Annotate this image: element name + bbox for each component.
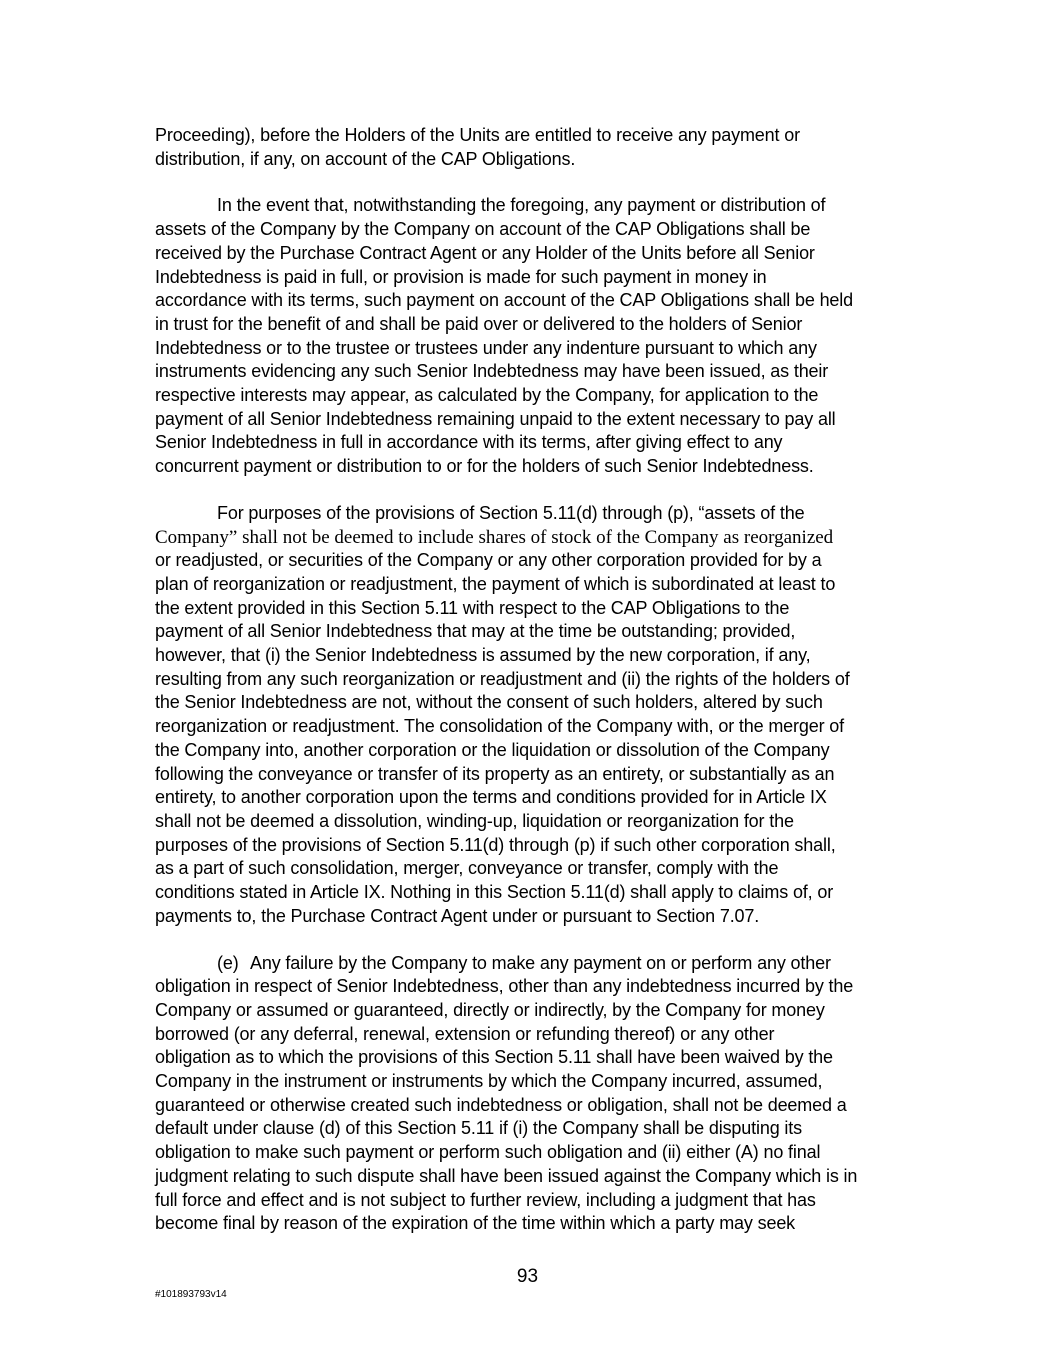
text-line: shall not be deemed a dissolution, winding-up, liquidation or reorganization for the (155, 810, 794, 831)
text-line: Indebtedness or to the trustee or trustees under any indenture pursuant to which any (155, 337, 817, 358)
text-line: Proceeding), before the Holders of the Units are entitled to receive any payment or (155, 125, 800, 145)
text-line: instruments evidencing any such Senior Indebtedness may have been issued, as their (155, 361, 829, 382)
text-line: In the event that, notwithstanding the foregoing, any payment or distribution of (217, 195, 826, 216)
text-line: distribution, if any, on account of the CAP Obligations. (155, 148, 576, 169)
text-line: payment of all Senior Indebtedness that may at the time be outstanding; provided, (155, 621, 796, 642)
paragraph-continuation (155, 124, 905, 171)
text-line: accordance with its terms, such payment on account of the CAP Obligations shall be held (155, 290, 854, 311)
text-line: or readjusted, or securities of the Company or any other corporation provided for by a (155, 550, 822, 571)
page-number: 93 (516, 1266, 539, 1287)
text-line: For purposes of the provisions of Section 5.11(d) through (p), “assets of the (217, 502, 805, 523)
text-line: full force and effect and is not subject to further review, including a judgment that has (155, 1189, 816, 1210)
text-line: payment of all Senior Indebtedness remaining unpaid to the extent necessary to pay all (155, 408, 836, 429)
document-body (155, 124, 905, 1236)
text-line: conditions stated in Article IX. Nothing in this Section 5.11(d) shall apply to claims of, or (155, 882, 834, 903)
paragraph-e-failure-to-pay (155, 952, 905, 1236)
text-line: Indebtedness is paid in full, or provision is made for such payment in money in (155, 266, 767, 287)
text-line: Company in the instrument or instruments by which the Company incurred, assumed, (155, 1071, 823, 1092)
text-line: reorganization or readjustment. The consolidation of the Company with, or the merger of (155, 716, 844, 737)
text-line: payments to, the Purchase Contract Agent under or pursuant to Section 7.07. (155, 905, 760, 926)
text-line: assets of the Company by the Company on account of the CAP Obligations shall be (155, 219, 811, 240)
text-line (155, 952, 905, 976)
clause-text: Any failure by the Company to make any payment on or perform any other (250, 952, 831, 973)
text-line: Senior Indebtedness in full in accordance with its terms, after giving effect to any (155, 432, 783, 453)
text-line: entirety, to another corporation upon the terms and conditions provided for in Article IX (155, 787, 827, 808)
text-line: in trust for the benefit of and shall be paid over or delivered to the holders of Senior (155, 313, 803, 334)
text-line: received by the Purchase Contract Agent or any Holder of the Units before all Senior (155, 242, 815, 263)
text-line: concurrent payment or distribution to or for the holders of such Senior Indebtedness. (155, 456, 814, 477)
text-line: Company” shall not be deemed to include shares of stock of the Company as reorganized (155, 526, 834, 548)
text-line: resulting from any such reorganization or readjustment and (ii) the rights of the holders of (155, 668, 850, 689)
text-line: judgment relating to such dispute shall have been issued against the Company which is in (155, 1165, 858, 1186)
text-line: as a part of such consolidation, merger, conveyance or transfer, comply with the (155, 858, 779, 879)
text-line: obligation to make such payment or perform such obligation and (ii) either (A) no final (155, 1142, 821, 1163)
document-id: #101893793v14 (155, 1289, 227, 1300)
text-line: become final by reason of the expiration of the time within which a party may seek (155, 1213, 796, 1234)
text-line: Company or assumed or guaranteed, directly or indirectly, by the Company for money (155, 999, 825, 1020)
text-line: the Senior Indebtedness are not, without the consent of such holders, altered by such (155, 692, 823, 713)
text-line: respective interests may appear, as calculated by the Company, for application to the (155, 385, 819, 406)
paragraph-assets-of-the-company (155, 502, 905, 929)
text-line: obligation as to which the provisions of this Section 5.11 shall have been waived by the (155, 1047, 833, 1068)
text-line: obligation in respect of Senior Indebtedness, other than any indebtedness incurred by the (155, 976, 854, 997)
text-line: plan of reorganization or readjustment, the payment of which is subordinated at least to (155, 573, 836, 594)
text-line: however, that (i) the Senior Indebtedness is assumed by the new corporation, if any, (155, 645, 811, 666)
text-line: default under clause (d) of this Section 5.11 if (i) the Company shall be disputing its (155, 1118, 802, 1139)
text-line: purposes of the provisions of Section 5.11(d) through (p) if such other corporation shall, (155, 834, 836, 855)
text-line: the Company into, another corporation or the liquidation or dissolution of the Company (155, 739, 830, 760)
text-line: borrowed (or any deferral, renewal, extension or refunding thereof) or any other (155, 1023, 775, 1044)
text-line: following the conveyance or transfer of its property as an entirety, or substantially as an (155, 763, 835, 784)
text-line: the extent provided in this Section 5.11 with respect to the CAP Obligations to the (155, 597, 790, 618)
text-line: guaranteed or otherwise created such indebtedness or obligation, shall not be deemed a (155, 1094, 847, 1115)
paragraph-payment-held-in-trust (155, 194, 905, 478)
clause-label: (e) (217, 952, 239, 973)
